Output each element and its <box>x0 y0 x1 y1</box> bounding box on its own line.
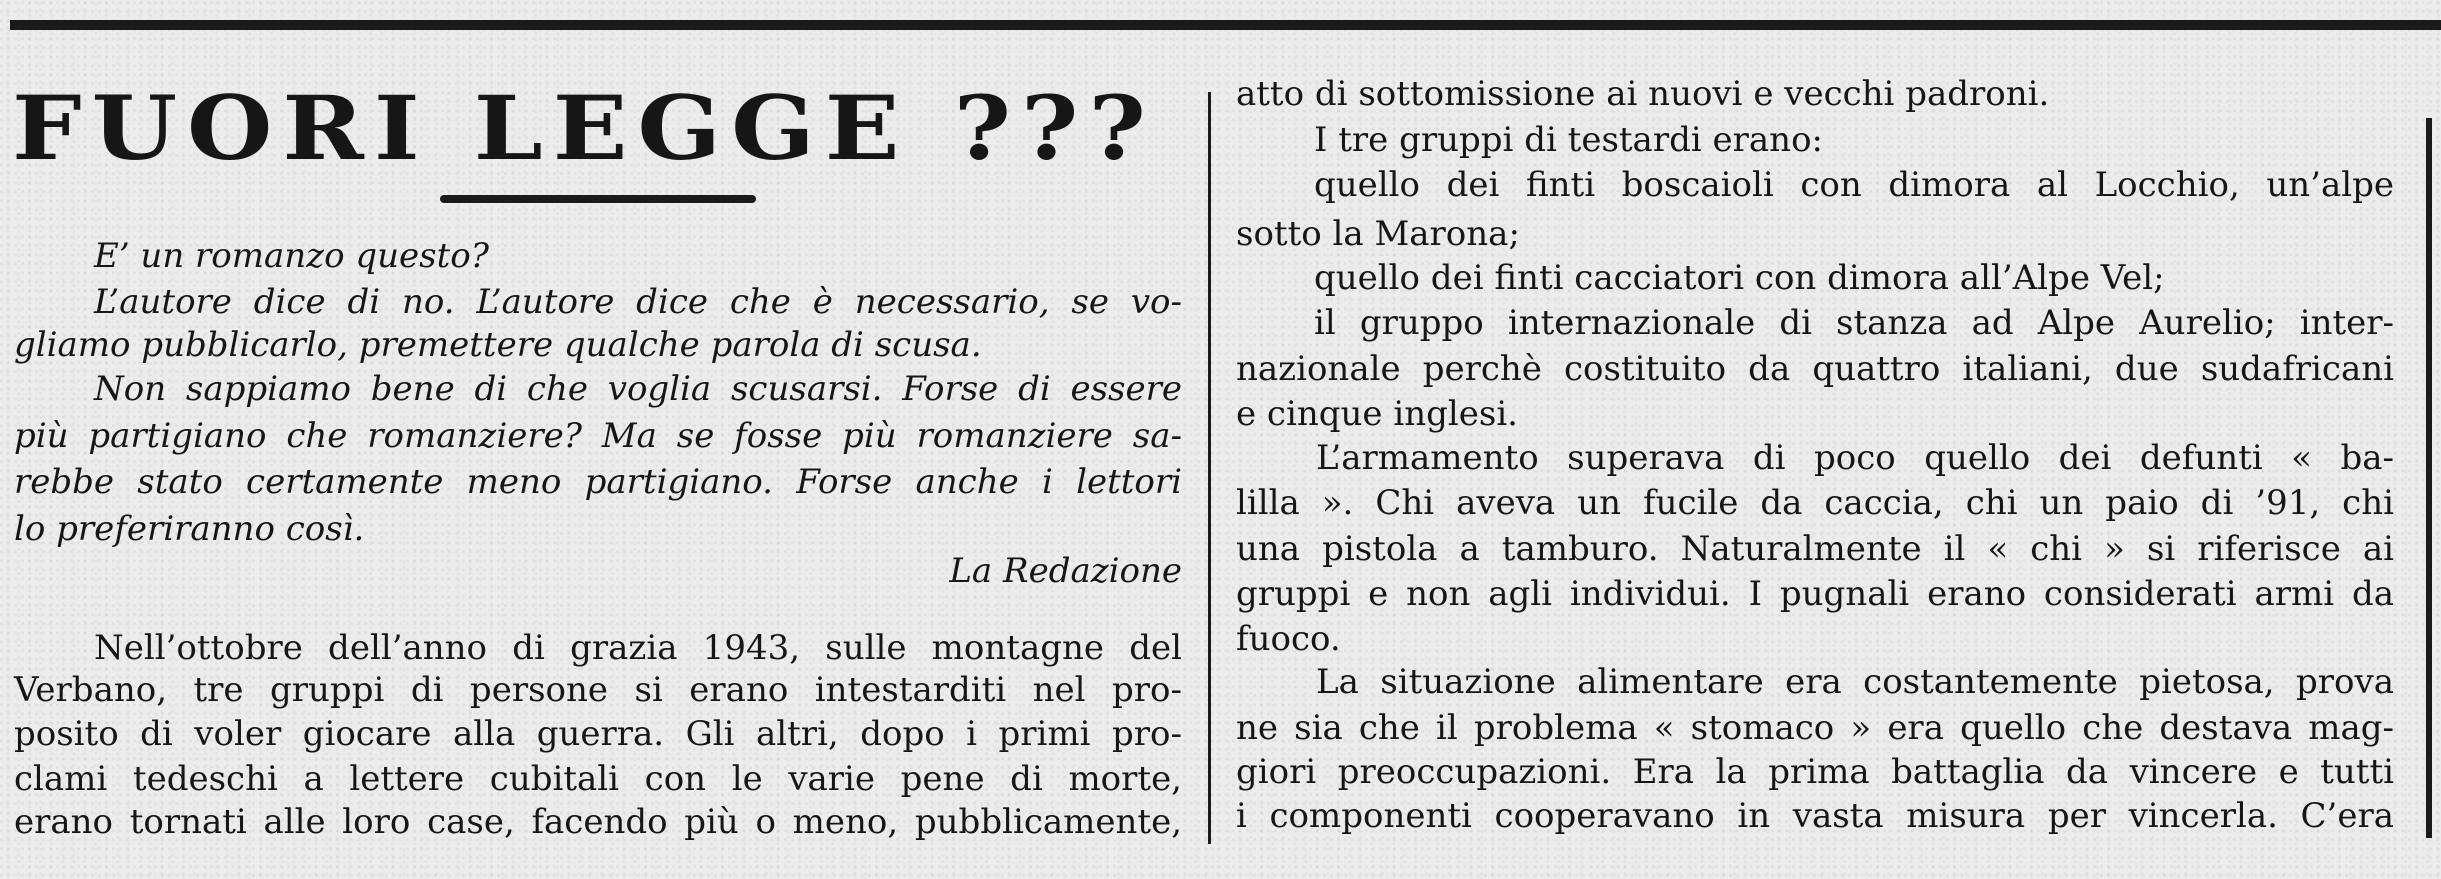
body-line: una pistola a tamburo. Naturalmente il « chi » si riferisce ai <box>1236 529 2394 569</box>
body-line: quello dei finti boscaioli con dimora al Locchio, un’alpe <box>1314 165 2394 205</box>
title-underline <box>440 195 756 203</box>
body-line: il gruppo internazionale di stanza ad Alpe Aurelio; inter- <box>1314 303 2394 343</box>
body-line: erano tornati alle loro case, facendo più o meno, pubblicamente, <box>14 802 1182 842</box>
body-line: quello dei finti cacciatori con dimora all’Alpe Vel; <box>1314 258 2165 298</box>
top-border-rule <box>10 20 2441 30</box>
intro-line: E’ un romanzo questo? <box>94 236 489 276</box>
body-line: Verbano, tre gruppi di persone si erano intestarditi nel pro- <box>14 670 1182 710</box>
body-line: lilla ». Chi aveva un fucile da caccia, chi un paio di ’91, chi <box>1236 483 2394 523</box>
body-line: e cinque inglesi. <box>1236 394 1518 434</box>
body-line: i componenti cooperavano in vasta misura per vincerla. C’era <box>1236 796 2394 836</box>
body-line: sotto la Marona; <box>1236 214 1520 254</box>
body-line: I tre gruppi di testardi erano: <box>1314 120 1823 160</box>
intro-line: gliamo pubblicarlo, premettere qualche parola di scusa. <box>14 325 982 365</box>
intro-line: rebbe stato certamente meno partigiano. Forse anche i lettori <box>14 462 1182 502</box>
intro-line: Non sappiamo bene di che voglia scusarsi. Forse di essere <box>94 369 1182 409</box>
body-line: nazionale perchè costituito da quattro italiani, due sudafricani <box>1236 349 2394 389</box>
body-line: clami tedeschi a lettere cubitali con le varie pene di morte, <box>14 759 1182 799</box>
intro-line: lo preferiranno così. <box>14 509 365 549</box>
body-line: gruppi e non agli individui. I pugnali erano considerati armi da <box>1236 574 2394 614</box>
signature: La Redazione <box>949 551 1182 591</box>
article-title: FUORI LEGGE ??? <box>12 77 1156 181</box>
body-line: ne sia che il problema « stomaco » era quello che destava mag- <box>1236 708 2394 748</box>
right-border-rule <box>2426 118 2432 838</box>
column-divider-rule <box>1208 92 1211 844</box>
body-line: La situazione alimentare era costantemente pietosa, prova <box>1316 662 2394 702</box>
body-line: L’armamento superava di poco quello dei defunti « ba- <box>1316 438 2394 478</box>
body-line: fuoco. <box>1236 619 1341 659</box>
intro-line: L’autore dice di no. L’autore dice che è necessario, se vo- <box>94 282 1182 322</box>
body-line: posito di voler giocare alla guerra. Gli altri, dopo i primi pro- <box>14 714 1182 754</box>
intro-line: più partigiano che romanziere? Ma se fosse più romanziere sa- <box>14 416 1182 456</box>
body-line: atto di sottomissione ai nuovi e vecchi padroni. <box>1236 74 2050 114</box>
body-line: giori preoccupazioni. Era la prima battaglia da vincere e tutti <box>1236 752 2394 792</box>
body-line: Nell’ottobre dell’anno di grazia 1943, sulle montagne del <box>94 628 1182 668</box>
